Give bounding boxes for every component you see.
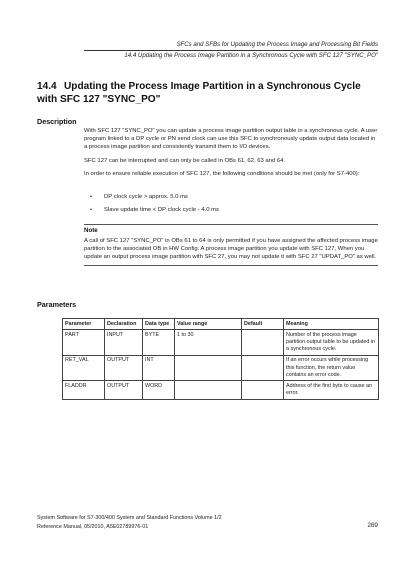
table-cell (242, 330, 284, 356)
column-header: Meaning (284, 319, 379, 330)
description-paragraph-1: With SFC 127 "SYNC_PO" you can update a process image partition output table in a synchronous cycle. A user program linked to a DP cycle or PN send clock can use this SFC to synchronously update output data located in a process image partition and consistently transmit them to I/O devices. (84, 128, 378, 150)
page-number: 269 (367, 522, 378, 529)
bullet-icon: • (90, 194, 93, 200)
description-paragraph-2: SFC 127 can be interrupted and can only be called in OBs 61, 62, 63 and 64. (84, 158, 286, 164)
note-box (84, 224, 378, 266)
table-cell (175, 381, 242, 399)
section-title-text: Updating the Process Image Partition in a Synchronous Cycle with SFC 127 "SYNC_PO" (37, 81, 361, 105)
condition-bullet-2: • Slave update time < DP clock cycle - 4.0 ms (90, 207, 219, 213)
table-cell: INPUT (105, 330, 143, 356)
description-paragraph-3: In order to ensure reliable execution of SFC 127, the following conditions should be met (only for S7-400): (84, 171, 360, 177)
table-cell: FLADDR (63, 381, 105, 399)
footer-document-title: System Software for S7-300/400 System and Standard Functions Volume 1/2 (37, 515, 222, 521)
column-header: Data type (143, 319, 175, 330)
table-row (63, 355, 379, 381)
table-cell: Address of the first byte to cause an error. (284, 381, 379, 399)
condition-bullet-1: • DP clock cycle > approx. 5.0 ms (90, 194, 188, 200)
section-title (37, 80, 377, 106)
table-row (63, 381, 379, 399)
note-title: Note (84, 227, 98, 234)
table-cell: OUTPUT (105, 381, 143, 399)
table-row (63, 330, 379, 356)
table-cell: 1 to 30 (175, 330, 242, 356)
table-cell: If an error occurs while processing this function, the return value contains an error code. (284, 355, 379, 381)
table-cell: OUTPUT (105, 355, 143, 381)
table-cell: RET_VAL (63, 355, 105, 381)
table-header-row (63, 319, 379, 330)
table-cell (175, 355, 242, 381)
note-rule-top (84, 224, 378, 225)
parameters-heading: Parameters (37, 300, 77, 309)
table-cell: BYTE (143, 330, 175, 356)
section-number: 14.4 (37, 81, 57, 92)
column-header: Default (242, 319, 284, 330)
running-header-chapter: SFCs and SFBs for Updating the Process Image and Processing Bit Fields (176, 41, 378, 48)
column-header: Declaration (105, 319, 143, 330)
column-header: Value range (175, 319, 242, 330)
table-cell: PART (63, 330, 105, 356)
table-cell (242, 381, 284, 399)
table-cell (242, 355, 284, 381)
note-rule-bottom (84, 265, 378, 266)
description-heading: Description (37, 117, 77, 126)
header-rule (84, 50, 378, 51)
table-cell: WORD (143, 381, 175, 399)
column-header: Parameter (63, 319, 105, 330)
footer-manual-reference: Reference Manual, 05/2010, A5E02789976-01 (37, 524, 149, 530)
parameters-table (62, 318, 379, 400)
note-text: A call of SFC 127 "SYNC_PO" in OBs 61 to 64 is only permitted if you have assigned the affected process image partition to the associated OB in HW Config. A process image partition you update with SFC 127, When you update an output process image partition with SFC 27, you may not update it with SFC 27 "UPDAT_PO" as well. (84, 238, 378, 260)
running-header-section: 14.4 Updating the Process Image Partition in a Synchronous Cycle with SFC 127 "SYNC_PO" (124, 52, 378, 59)
table-cell: INT (143, 355, 175, 381)
table-cell: Number of the process image partition output table to be updated in a synchronous cycle. (284, 330, 379, 356)
bullet-icon: • (90, 207, 93, 213)
